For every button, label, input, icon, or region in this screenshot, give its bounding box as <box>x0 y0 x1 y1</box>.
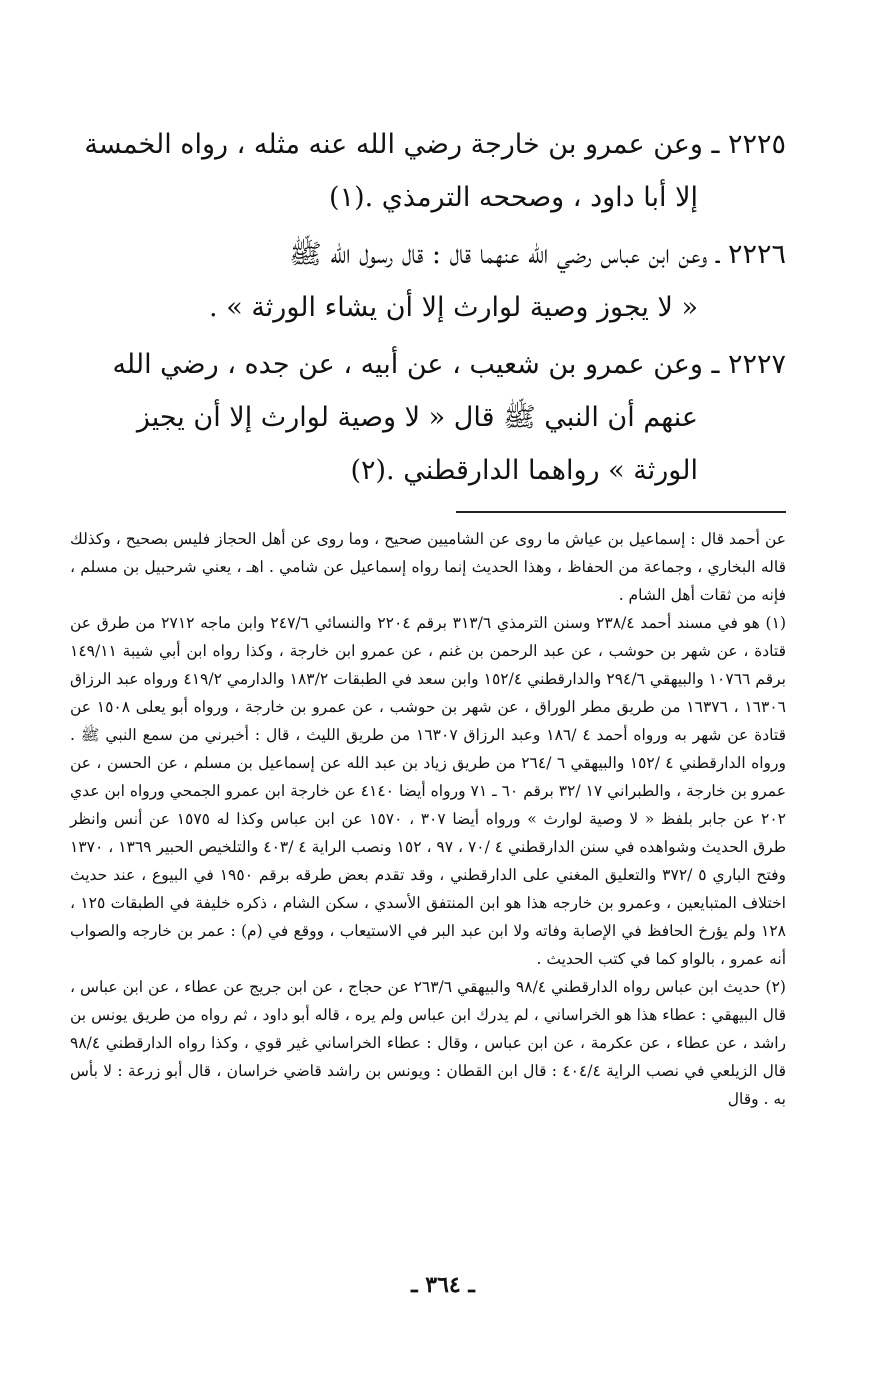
hadith-2227-line-2: عنهم أن النبي ﷺ قال « لا وصية لوارث إلا أن يجيز <box>136 402 698 433</box>
footnote-2: (٢) حديث ابن عباس رواه الدارقطني ٩٨/٤ والبيهقي ٢٦٣/٦ عن حجاج ، عن ابن جريج عن عطاء ، عن ابن عباس ، قال البيهقي : عطاء هذا هو الخراساني ، لم يدرك ابن عباس ولم يره ، قاله أبو داود ، ثم رواه من طريق يونس بن راشد ، عن عطاء ، عن عكرمة ، عن ابن عباس ، وقال : عطاء الخراساني غير قوي ، وكذا رواه الدارقطني ٩٨/٤ قال الزيلعي في نصب الراية ٤٠٤/٤ : قال ابن القطان : ويونس بن راشد قاضي خراسان ، قال أبو زرعة : لا بأس به . وقال <box>70 978 786 1108</box>
main-text <box>70 118 786 497</box>
hadith-2227-line-1: ٢٢٢٧ ـ وعن عمرو بن شعيب ، عن أبيه ، عن جده ، رضي الله <box>112 349 786 380</box>
footnote-continuation: عن أحمد قال : إسماعيل بن عياش ما روى عن الشاميين صحيح ، وما روى عن أهل الحجاز فليس بصحيح ، وكذلك قاله البخاري ، وجماعة من الحفاظ ، وهذا الحديث إنما رواه إسماعيل عن شامي . اهـ ، يعني شرحبيل بن مسلم ، فإنه من ثقات أهل الشام . <box>70 530 786 604</box>
footnote-divider <box>456 511 786 513</box>
hadith-2225-line-1: ٢٢٢٥ ـ وعن عمرو بن خارجة رضي الله عنه مثله ، رواه الخمسة <box>84 129 786 160</box>
hadith-2225 <box>70 118 786 224</box>
hadith-2226 <box>70 228 786 334</box>
hadith-2225-line-2: إلا أبا داود ، وصححه الترمذي .(١) <box>329 182 698 213</box>
page-content <box>70 118 786 1400</box>
hadith-2226-line-2: « لا يجوز وصية لوارث إلا أن يشاء الورثة » . <box>209 292 698 323</box>
hadith-2226-line-1: ٢٢٢٦ ـ وعن ابن عباس رضي الله عنهما قال : قال رسول الله ﷺ <box>289 239 786 270</box>
hadith-2227-line-3: الورثة » رواهما الدارقطني .(٢) <box>350 455 698 486</box>
page-number: ـ ٣٦٤ ـ <box>411 1272 475 1298</box>
footnotes <box>70 525 786 1113</box>
footnote-1: (١) هو في مسند أحمد ٢٣٨/٤ وسنن الترمذي ٣١٣/٦ برقم ٢٢٠٤ والنسائي ٢٤٧/٦ وابن ماجه ٢٧١٢ من طرق عن قتادة ، عن شهر بن حوشب ، عن عبد الرحمن بن غنم ، عن عمرو ابن خارجة ، وكذا رواه ابن أبي شيبة ١٤٩/١١ برقم ١٠٧٦٦ والبيهقي ٢٩٤/٦ والدارقطني ١٥٢/٤ وابن سعد في الطبقات ١٨٣/٢ والدارمي ٤١٩/٢ ورواه عبد الرزاق ١٦٣٠٦ ، ١٦٣٧٦ من طريق مطر الوراق ، عن شهر بن حوشب ، عن عمرو بن خارجة ، ورواه أبو يعلى ١٥٠٨ عن قتادة عن شهر به ورواه أحمد ٤ /١٨٦ وعبد الرزاق ١٦٣٠٧ من طريق الليث ، قال : أخبرني من سمع النبي ﷺ . ورواه الدارقطني ٤ /١٥٢ والبيهقي ٦ /٢٦٤ من طريق زياد بن عبد الله عن إسماعيل بن مسلم ، عن الحسن ، عن عمرو بن خارجة ، والطبراني ١٧ /٣٢ برقم ٦٠ ـ ٧١ ورواه أيضا ٤١٤٠ عن خارجة ابن عمرو الجمحي ورواه ابن عدي ٢٠٢ عن جابر بلفظ « لا وصية لوارث » ورواه أيضا ٣٠٧ ، ١٥٧٠ عن ابن عباس وكذا له ١٥٧٥ عن أنس وانظر طرق الحديث وشواهده في سنن الدارقطني ٤ /٧٠ ، ٩٧ ، ١٥٢ ونصب الراية ٤ /٤٠٣ والتلخيص الحبير ١٣٦٩ ، ١٣٧٠ وفتح الباري ٥ /٣٧٢ والتعليق المغني على الدارقطني ، وقد تقدم بعض طرقه برقم ١٩٥٠ في البيوع ، عند حديث اختلاف المتبايعين ، وعمرو بن خارجه هذا هو ابن المنتفق الأسدي ، سكن الشام ، ذكره خليفة في الطبقات ١٢٥ ، ١٢٨ ولم يؤرخ الحافظ في الإصابة وفاته ولا ابن عبد البر في الاستيعاب ، ووقع في (م) : عمر بن خارجه والصواب أنه عمرو ، بالواو كما في كتب الحديث . <box>70 614 787 968</box>
hadith-2227 <box>70 338 786 497</box>
